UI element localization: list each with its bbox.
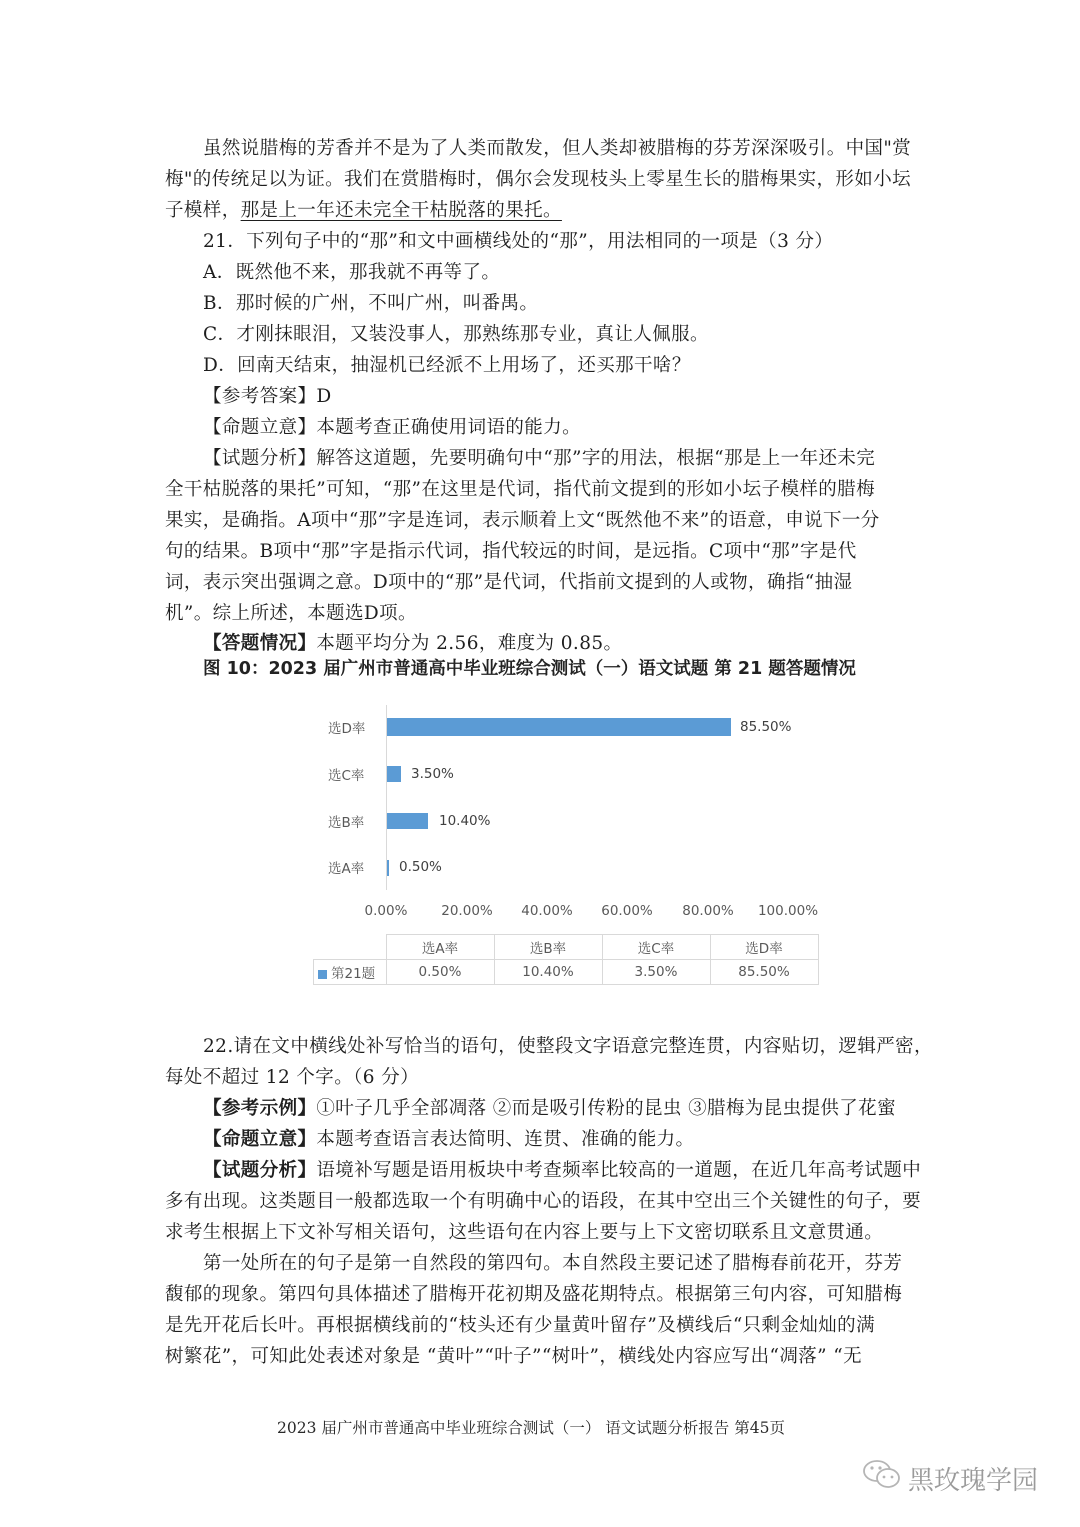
q21-option-a: A．既然他不来，那我就不再等了。: [203, 262, 501, 283]
bar-chart: [310, 700, 830, 1000]
x-tick-0: 0.00%: [364, 903, 408, 919]
chart-data-table: [313, 934, 819, 985]
bar-d: [387, 718, 731, 736]
q22-intent: [203, 1124, 694, 1155]
q21-analysis-6: 机”。综上所述，本题选D项。: [165, 603, 417, 624]
q21-analysis-2: 全干枯脱落的果托”可知，“那”在这里是代词，指代前文提到的形如小坛子模样的腊梅: [165, 479, 875, 500]
passage-line-2: 梅"的传统足以为证。我们在赏腊梅时，偶尔会发现枝头上零星生长的腊梅果实，形如小坛: [165, 169, 912, 190]
series-name: 第21题: [331, 966, 376, 982]
q21-stem: 21．下列句子中的“那”和文中画横线处的“那”，用法相同的一项是（3 分）: [203, 231, 834, 252]
x-tick-100: 100.00%: [757, 903, 819, 919]
q21-analysis-5: 词，表示突出强调之意。D项中的“那”是代词，代指前文提到的人或物，确指“抽湿: [165, 572, 853, 593]
blank-cell: [314, 935, 387, 960]
category-label-a: 选A率: [328, 861, 365, 877]
stats-label: 【答题情况】: [203, 633, 317, 654]
q21-option-d: D．回南天结束，抽湿机已经派不上用场了，还买那干啥？: [203, 355, 691, 376]
value-cell-c: 3.50%: [602, 960, 710, 985]
watermark: [862, 1458, 1038, 1499]
q21-analysis-4: 句的结果。B项中“那”字是指示代词，指代较远的时间，是远指。C项中“那”字是代: [165, 541, 857, 562]
q22-para2-4: 树繁花”，可知此处表述对象是 “黄叶”“叶子”“树叶”，横线处内容应写出“凋落” “无: [165, 1346, 863, 1367]
data-table-header-row: [314, 935, 819, 960]
underlined-sentence: 那是上一年还未完全干枯脱落的果托。: [240, 200, 562, 221]
q21-option-c: C．才刚抹眼泪，又装没事人，那熟练那专业，真让人佩服。: [203, 324, 709, 345]
q22-para2-2: 馥郁的现象。第四句具体描述了腊梅开花初期及盛花期特点。根据第三句内容，可知腊梅: [165, 1284, 903, 1305]
category-label-c: 选C率: [328, 768, 365, 784]
page-footer: 2023 届广州市普通高中毕业班综合测试（一） 语文试题分析报告 第45页: [277, 1419, 785, 1437]
passage-text: 子模样，: [165, 200, 241, 221]
q22-analysis-3: 求考生根据上下文补写相关语句，这些语句在内容上要与上下文密切联系且文意贯通。: [165, 1222, 884, 1243]
value-label-c: 3.50%: [411, 766, 454, 782]
data-table-row: [314, 960, 819, 985]
analysis-label: 【试题分析】: [203, 1160, 317, 1181]
example-label: 【参考示例】: [203, 1098, 317, 1119]
header-cell-d: 选D率: [710, 935, 818, 960]
q22-stem-2: 每处不超过 12 个字。（6 分）: [165, 1067, 420, 1088]
q22-stem-1: 22.请在文中横线处补写恰当的语句，使整段文字语意完整连贯，内容贴切，逻辑严密，: [203, 1036, 933, 1057]
value-label-a: 0.50%: [399, 859, 442, 875]
q21-intent: [203, 412, 581, 443]
value-label-d: 85.50%: [740, 719, 792, 735]
intent-label: 【命题立意】: [203, 417, 317, 438]
figure-title: 图 10：2023 届广州市普通高中毕业班综合测试（一）语文试题 第 21 题答题情况: [203, 659, 856, 679]
example-text: ①叶子几乎全部凋落 ②而是吸引传粉的昆虫 ③腊梅为昆虫提供了花蜜: [316, 1098, 896, 1119]
category-label-d: 选D率: [328, 721, 366, 737]
passage-line-3: [165, 195, 562, 226]
x-tick-40: 40.00%: [521, 903, 573, 919]
legend-cell: [314, 960, 387, 985]
category-label-b: 选B率: [328, 815, 365, 831]
bar-a: [387, 860, 389, 876]
bar-c: [387, 766, 401, 782]
q22-example: [203, 1093, 896, 1124]
q21-analysis-3: 果实，是确指。A项中“那”字是连词，表示顺着上文“既然他不来”的语意，申说下一分: [165, 510, 880, 531]
wechat-icon: [862, 1458, 902, 1499]
intent-label: 【命题立意】: [203, 1129, 317, 1150]
header-cell-c: 选C率: [602, 935, 710, 960]
analysis-text: 解答这道题，先要明确句中“那”字的用法，根据“那是上一年还未完: [316, 448, 876, 469]
stats-text: 本题平均分为 2.56，难度为 0.85。: [316, 633, 623, 654]
analysis-label: 【试题分析】: [203, 448, 317, 469]
q21-option-b: B．那时候的广州，不叫广州，叫番禺。: [203, 293, 539, 314]
value-cell-a: 0.50%: [386, 960, 494, 985]
bar-b: [387, 813, 428, 829]
x-tick-80: 80.00%: [682, 903, 734, 919]
q22-para2-1: 第一处所在的句子是第一自然段的第四句。本自然段主要记述了腊梅春前花开，芬芳: [203, 1253, 903, 1274]
x-tick-20: 20.00%: [441, 903, 493, 919]
value-cell-d: 85.50%: [710, 960, 818, 985]
q21-analysis-1: [203, 443, 875, 474]
intent-text: 本题考查语言表达简明、连贯、准确的能力。: [316, 1129, 695, 1150]
q22-para2-3: 是先开花后长叶。再根据横线前的“枝头还有少量黄叶留存”及横线后“只剩金灿灿的满: [165, 1315, 875, 1336]
answer-value: D: [316, 386, 332, 407]
q22-analysis-2: 多有出现。这类题目一般都选取一个有明确中心的语段，在其中空出三个关键性的句子，要: [165, 1191, 922, 1212]
header-cell-b: 选B率: [494, 935, 602, 960]
analysis-text: 语境补写题是语用板块中考查频率比较高的一道题，在近几年高考试题中: [316, 1160, 922, 1181]
value-cell-b: 10.40%: [494, 960, 602, 985]
q21-answer: [203, 381, 332, 412]
legend-key-icon: [318, 970, 327, 979]
answer-label: 【参考答案】: [203, 386, 317, 407]
header-cell-a: 选A率: [386, 935, 494, 960]
value-label-b: 10.40%: [439, 813, 491, 829]
passage-line-1: 虽然说腊梅的芳香并不是为了人类而散发，但人类却被腊梅的芬芳深深吸引。中国"赏: [203, 138, 912, 159]
intent-text: 本题考查正确使用词语的能力。: [316, 417, 582, 438]
x-tick-60: 60.00%: [601, 903, 653, 919]
q22-analysis-1: [203, 1155, 921, 1186]
watermark-text: 黑玫瑰学园: [908, 1466, 1039, 1496]
